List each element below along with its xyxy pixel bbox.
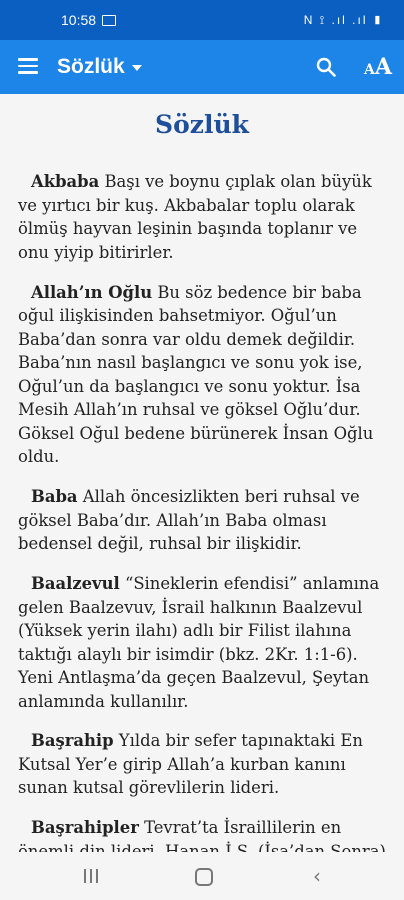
glossary-entry xyxy=(18,281,386,469)
status-icons: N ⟟ .ıl .ıl ▮ xyxy=(303,13,384,27)
entry-term: Akbaba xyxy=(31,172,100,192)
glossary-content[interactable] xyxy=(0,94,404,864)
entry-term: Başrahipler xyxy=(31,818,139,838)
entry-term: Allah’ın Oğlu xyxy=(31,282,153,302)
entry-definition: Allah öncesizlikten beri ruhsal ve göksel Baba’dır. Allah’ın Baba olması bedensel değil, ruhsal bir ilişkidir. xyxy=(18,487,360,554)
search-icon[interactable] xyxy=(316,57,336,77)
entry-list xyxy=(18,154,386,864)
entry-term: Başrahip xyxy=(31,731,114,751)
font-size-icon[interactable]: AA xyxy=(364,54,392,80)
home-icon[interactable] xyxy=(195,868,213,886)
glossary-entry xyxy=(18,729,386,800)
back-icon[interactable]: ‹ xyxy=(313,864,321,888)
entry-definition: “Sineklerin efendisi” anlamına gelen Baalzevuv, İsrail halkının Baalzevul (Yüksek yerin ilahı) adlı bir Filist ilahına taktığı alaylı bir isimdir (bkz. 2Kr. 1:1-6). Yeni Antlaşma’da geçen Baalzevul, Şeytan anlamında kullanılır. xyxy=(18,574,380,711)
entry-definition: Yılda bir sefer tapınaktaki En Kutsal Yer’e girip Allah’a kurban kanını sunan kutsal görevlilerin lideri. xyxy=(18,731,363,798)
recent-apps-icon[interactable] xyxy=(84,869,98,883)
entry-definition: Tevrat’ta İsraillilerin en xyxy=(144,818,342,838)
system-nav-bar xyxy=(0,852,404,900)
app-bar xyxy=(0,40,404,94)
status-time: 10:58 xyxy=(61,12,97,28)
entry-term: Baba xyxy=(31,487,78,507)
entry-term: Baalzevul xyxy=(31,574,120,594)
entry-definition: Bu söz bedence bir baba oğul ilişkisinden bahsetmiyor. Oğul’un Baba’dan sonra var oldu demek değildir. Baba’nın nasıl başlangıcı ve sonu yok ise, Oğul’un da başlangıcı ve sonu yoktur. İsa Mesih Allah’ın ruhsal ve göksel Oğlu’dur. Göksel Oğul bedene bürünerek İnsan Oğlu oldu. xyxy=(18,282,374,467)
dropdown-caret-icon[interactable] xyxy=(132,65,142,71)
menu-icon[interactable] xyxy=(18,58,38,74)
page-title: Sözlük xyxy=(155,110,249,139)
glossary-entry xyxy=(18,170,386,264)
glossary-entry xyxy=(18,572,386,713)
status-bar xyxy=(0,0,404,40)
gallery-notification-icon xyxy=(102,15,116,26)
app-title[interactable]: Sözlük xyxy=(57,55,125,78)
entry-definition: Başı ve boynu çıplak olan büyük ve yırtıcı bir kuş. Akbabalar toplu olarak ölmüş hayvan leşinin başında toplanır ve onu yiyip bitirirler. xyxy=(18,172,372,262)
glossary-entry xyxy=(18,485,386,556)
